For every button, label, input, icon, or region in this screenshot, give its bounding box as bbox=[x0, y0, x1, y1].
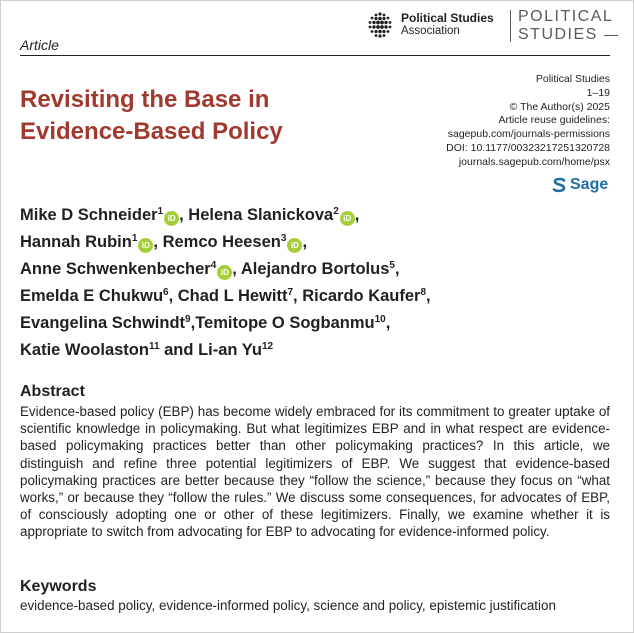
orcid-icon[interactable]: iD bbox=[287, 238, 302, 253]
author-separator: , bbox=[190, 314, 196, 332]
author-name: Remco Heesen bbox=[162, 233, 281, 251]
author-name: Katie Woolaston bbox=[20, 341, 149, 359]
orcid-icon[interactable]: iD bbox=[138, 238, 153, 253]
author-affiliation-number: 8 bbox=[420, 287, 427, 298]
journal-logo-line2: STUDIES bbox=[518, 26, 598, 43]
psa-logo bbox=[365, 10, 494, 40]
author-name: Anne Schwenkenbecher bbox=[20, 260, 211, 278]
abstract-heading: Abstract bbox=[20, 383, 85, 400]
author-name: Emelda E Chukwu bbox=[20, 287, 164, 305]
meta-reuse-label: Article reuse guidelines: bbox=[498, 114, 610, 127]
author-affiliation-number: 1 bbox=[131, 233, 138, 244]
author-separator: , bbox=[168, 287, 178, 305]
article-meta bbox=[446, 73, 610, 170]
author-affiliation-number: 7 bbox=[287, 287, 294, 298]
keywords-text: evidence-based policy, evidence-informed policy, science and policy, epistemic justification bbox=[20, 598, 556, 613]
author-name: Mike D Schneider bbox=[20, 206, 158, 224]
author-affiliation-number: 4 bbox=[210, 260, 217, 271]
meta-journal: Political Studies bbox=[535, 73, 610, 85]
orcid-icon[interactable]: iD bbox=[164, 211, 179, 226]
author-name: Helena Slanickova bbox=[188, 206, 334, 224]
abstract-text: Evidence-based policy (EBP) has become widely embraced for its commitment to greater uptake of scientific knowledge in policymaking. But what legitimizes EBP and in what respect are evidence-based policymaking practices better than other policymaking practices? In this article, we distinguish and refine three potential legitimizers of EBP. We suggest that evidence-based policymaking practices are better because they “follow the science,” because they focus on “what works,” or because they “follow the rules.” We discuss some consequences, for advocates of EBP, of consciously adopting one or other of these legitimizers. Finally, we examine whether it is appropriate to switch from advocating for EBP to advocating for evidence-informed policy. bbox=[20, 404, 610, 540]
author-separator: and bbox=[159, 341, 199, 359]
meta-doi[interactable]: DOI: 10.1177/00323217251320728 bbox=[446, 141, 610, 154]
author-separator: , bbox=[293, 287, 303, 305]
author-separator: , bbox=[302, 233, 308, 251]
author-separator: , bbox=[385, 314, 391, 332]
meta-journal-url[interactable]: journals.sagepub.com/home/psx bbox=[458, 155, 610, 168]
author-affiliation-number: 1 bbox=[157, 206, 164, 217]
meta-pages: 1–19 bbox=[586, 86, 610, 99]
author-separator: , bbox=[179, 206, 189, 224]
orcid-icon[interactable]: iD bbox=[217, 265, 232, 280]
journal-logo-line1: POLITICAL bbox=[518, 8, 614, 25]
author-affiliation-number: 2 bbox=[333, 206, 339, 217]
author-affiliation-number: 12 bbox=[261, 341, 274, 352]
author-name: Ricardo Kaufer bbox=[302, 287, 421, 305]
article-type: Article bbox=[20, 37, 59, 53]
meta-copyright: © The Author(s) 2025 bbox=[509, 100, 610, 113]
sage-s-icon bbox=[552, 177, 566, 193]
psa-sub: Association bbox=[401, 25, 460, 37]
author-name: Alejandro Bortolus bbox=[240, 260, 390, 278]
journal-logo-rule bbox=[604, 35, 618, 36]
author-separator: , bbox=[354, 206, 360, 224]
psa-name: Political Studies bbox=[401, 11, 494, 25]
author-name: Chad L Hewitt bbox=[177, 287, 288, 305]
author-affiliation-number: 11 bbox=[148, 341, 160, 352]
orcid-icon[interactable]: iD bbox=[340, 211, 355, 226]
sage-logo bbox=[552, 176, 608, 194]
journal-logo bbox=[508, 7, 614, 43]
sage-wordmark: Sage bbox=[570, 176, 609, 193]
author-name: Li-an Yu bbox=[198, 341, 262, 359]
author-separator: , bbox=[426, 287, 431, 305]
author-name: Temitope O Sogbanmu bbox=[195, 314, 375, 332]
page-title: Revisiting the Base in Evidence-Based Policy bbox=[20, 86, 283, 145]
author-list bbox=[20, 200, 620, 362]
author-separator: , bbox=[232, 260, 241, 278]
author-separator: , bbox=[394, 260, 400, 278]
header-divider bbox=[20, 55, 610, 56]
keywords-heading: Keywords bbox=[20, 578, 97, 595]
author-affiliation-number: 10 bbox=[374, 314, 386, 325]
author-separator: , bbox=[153, 233, 163, 251]
author-affiliation-number: 3 bbox=[280, 233, 287, 244]
meta-reuse-link[interactable]: sagepub.com/journals-permissions bbox=[447, 128, 610, 141]
author-affiliation-number: 6 bbox=[163, 287, 169, 298]
journal-logo-bar bbox=[510, 10, 511, 42]
author-affiliation-number: 9 bbox=[185, 314, 191, 325]
psa-globe-icon bbox=[365, 10, 395, 40]
author-name: Evangelina Schwindt bbox=[20, 314, 186, 332]
author-affiliation-number: 5 bbox=[389, 260, 395, 271]
author-name: Hannah Rubin bbox=[20, 233, 132, 251]
